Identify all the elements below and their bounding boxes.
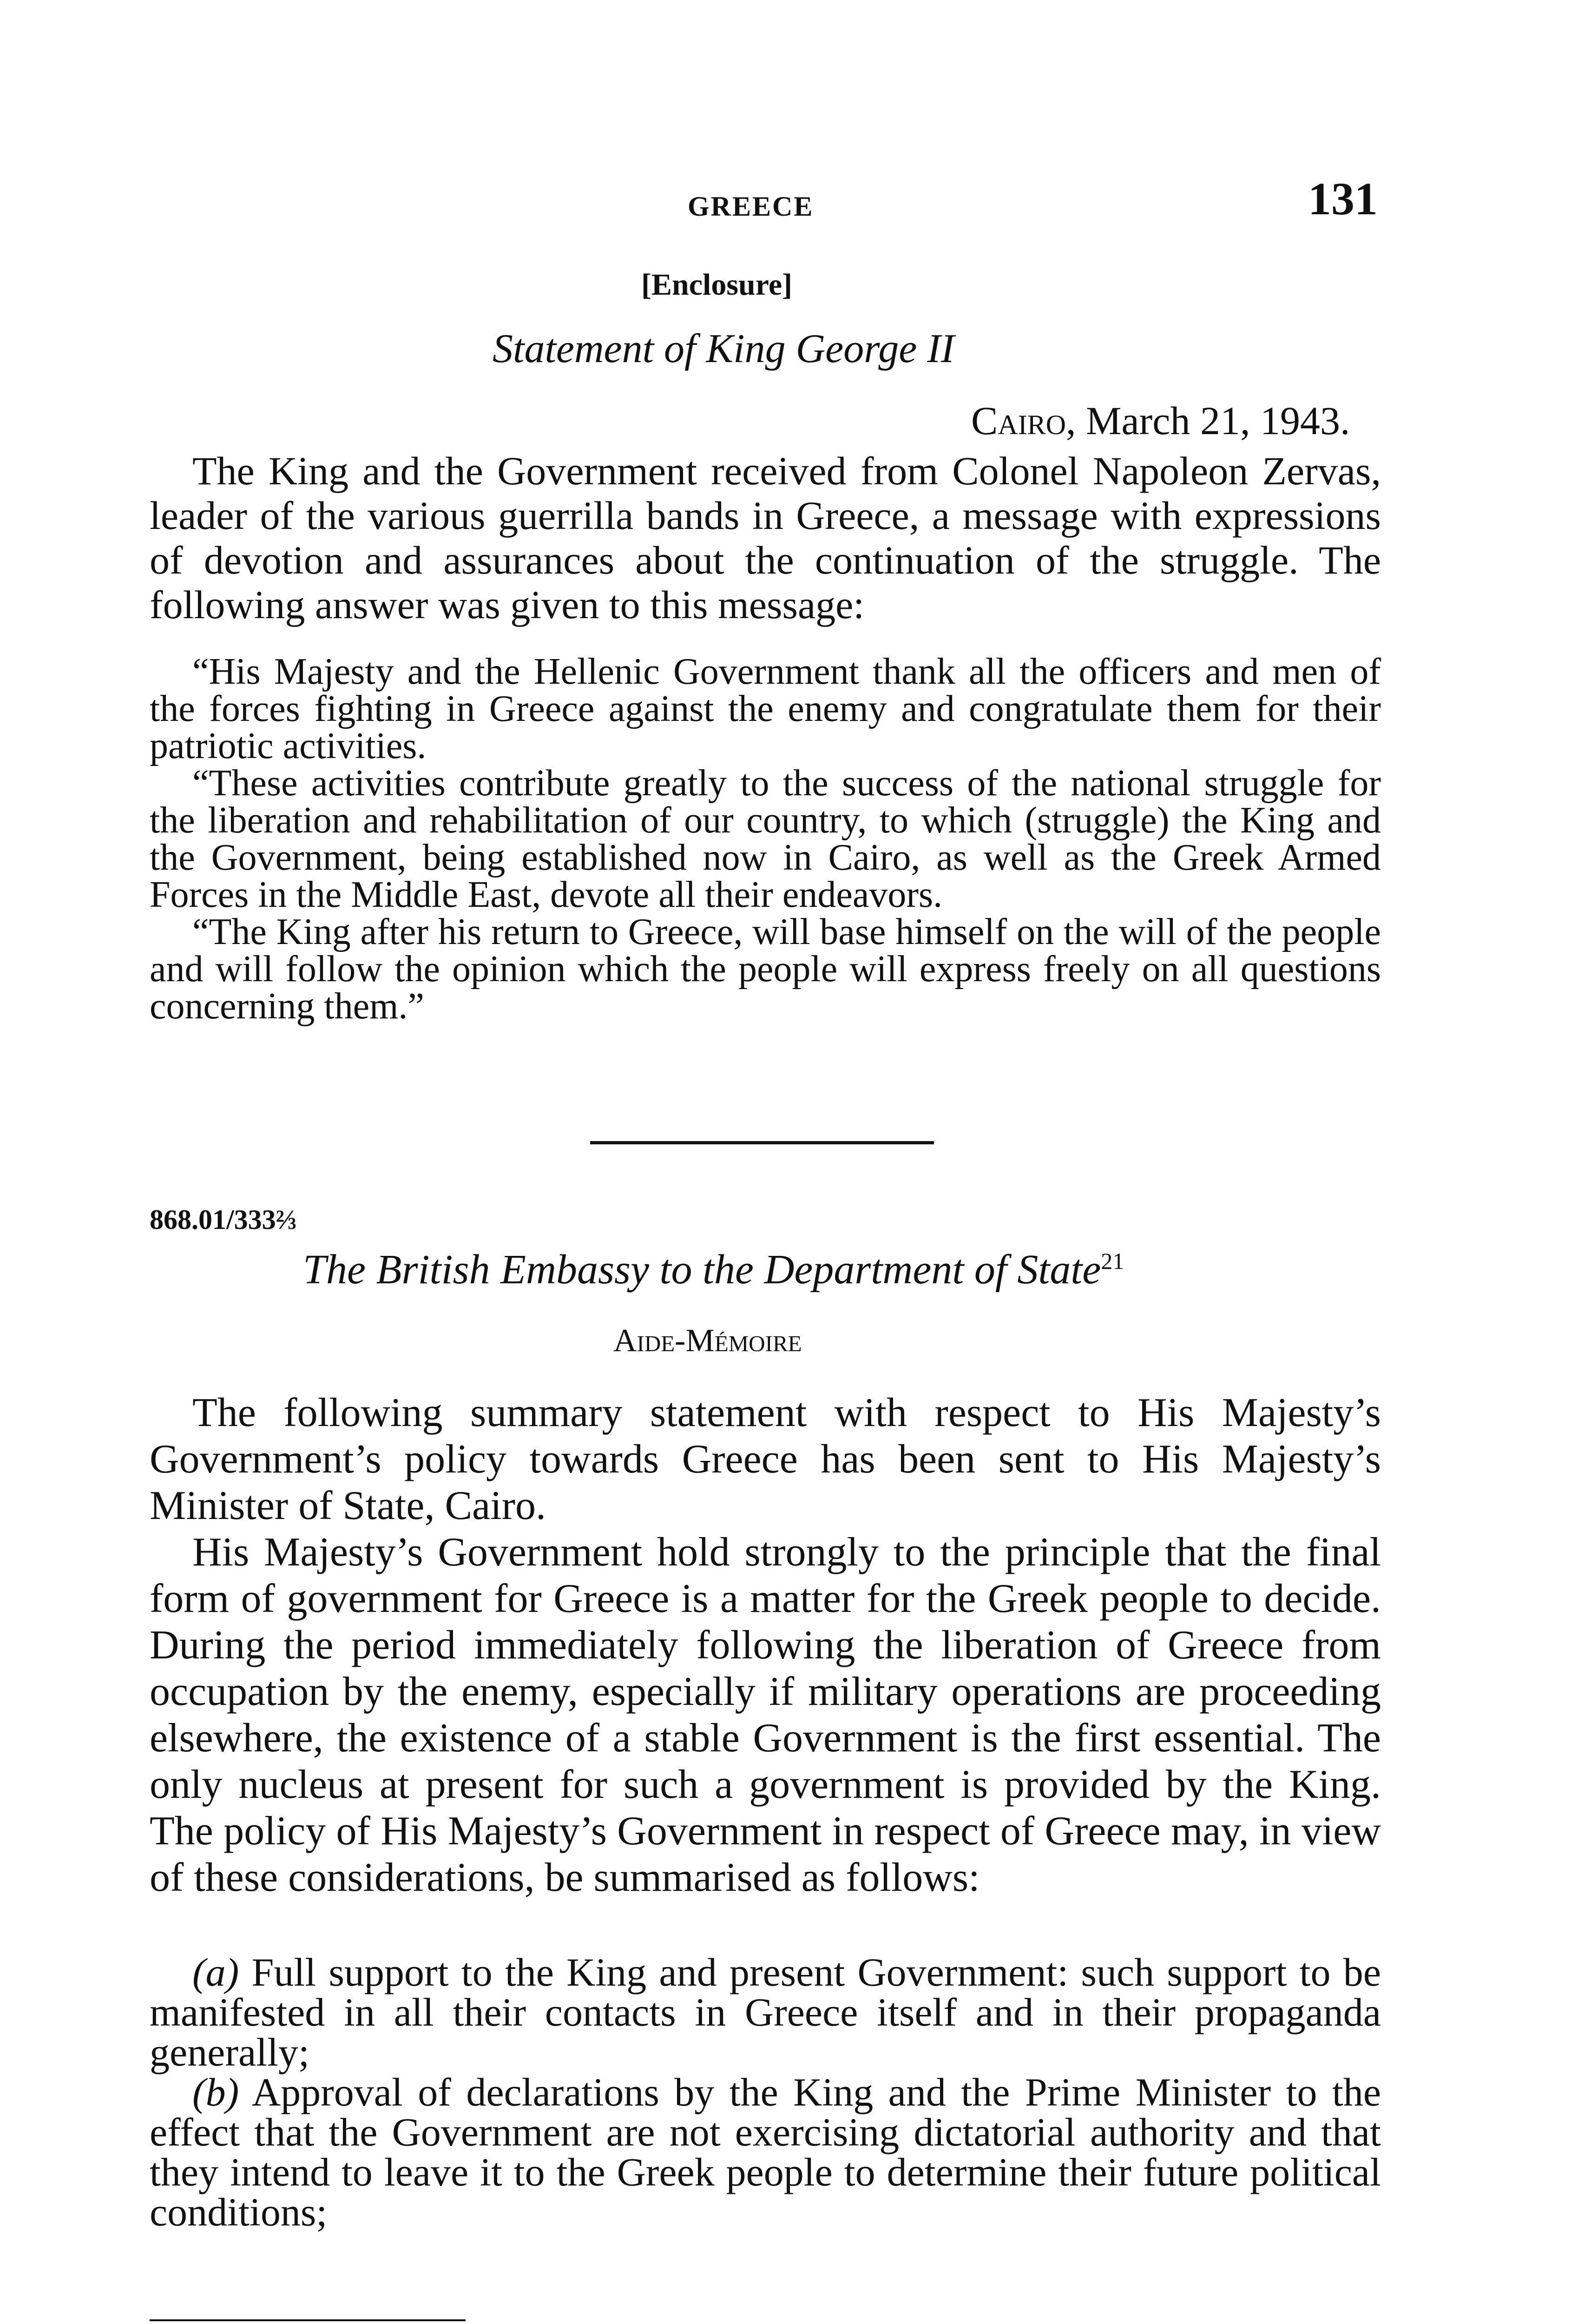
- footnote-reference: 21: [1101, 1248, 1124, 1274]
- clause-a: [150, 1952, 1381, 2072]
- section-divider: [590, 1141, 934, 1144]
- footnote-rule: [150, 2319, 466, 2321]
- enclosure-intro-paragraph: The King and the Government received from Colonel Napoleon Zervas, leader of the various guerrilla bands in Greece, a message with expressions of devotion and assurances about the continuation of the struggle. The following answer was given to this message:: [150, 449, 1381, 627]
- aide-memoire-body: [150, 1390, 1381, 1901]
- document-title-text: The British Embassy to the Department of State: [303, 1247, 1101, 1293]
- page-number: 131: [1308, 173, 1378, 224]
- file-number: 868.01/333⅔: [150, 1204, 297, 1235]
- dateline-place: Cairo: [971, 398, 1066, 443]
- statement-title: Statement of King George II: [493, 326, 954, 371]
- clause-b: [150, 2072, 1381, 2232]
- body-paragraph: His Majesty’s Government hold strongly to the principle that the final form of government for Greece is a matter for the Greek people to decide. During the period immediately following the liberation of Greece from occupation by the enemy, especially if military operations are proceeding elsewhere, the existence of a stable Government is the first essential. The only nucleus at present for such a government is provided by the King. The policy of His Majesty’s Government in respect of Greece may, in view of these considerations, be summarised as follows:: [150, 1530, 1381, 1900]
- policy-clauses: [150, 1952, 1381, 2232]
- dateline: [971, 397, 1350, 444]
- clause-text: Full support to the King and present Government: such support to be manifested in all their contacts in Greece itself and in their propaganda generally;: [150, 1950, 1381, 2074]
- quote-paragraph: “These activities contribute greatly to the success of the national struggle for the liberation and rehabilitation of our country, to which (struggle) the King and the Government, being established now in Cairo, as well as the Greek Armed Forces in the Middle East, devote all their endeavors.: [150, 763, 1381, 915]
- document-title: [303, 1246, 1124, 1294]
- quote-paragraph: “The King after his return to Greece, will base himself on the will of the people and will follow the opinion which the people will express freely on all questions concerning them.”: [150, 911, 1381, 1027]
- clause-marker: (b): [192, 2070, 239, 2114]
- clause-marker: (a): [192, 1950, 239, 1994]
- quoted-reply: [150, 653, 1381, 1025]
- quote-paragraph: “His Majesty and the Hellenic Government thank all the officers and men of the forces fighting in Greece against the enemy and congratulate them for their patriotic activities.: [150, 651, 1381, 766]
- enclosure-label: [Enclosure]: [641, 268, 793, 302]
- document-subtitle: Aide-Mémoire: [613, 1323, 802, 1359]
- body-paragraph: The following summary statement with respect to His Majesty’s Government’s policy towards Greece has been sent to His Majesty’s Minister of State, Cairo.: [150, 1390, 1381, 1528]
- dateline-date: , March 21, 1943.: [1066, 398, 1350, 443]
- running-title: GREECE: [688, 191, 814, 222]
- clause-text: Approval of declarations by the King and the Prime Minister to the effect that the Government are not exercising dictatorial authority and that they intend to leave it to the Greek people to determine their future political conditions;: [150, 2070, 1381, 2234]
